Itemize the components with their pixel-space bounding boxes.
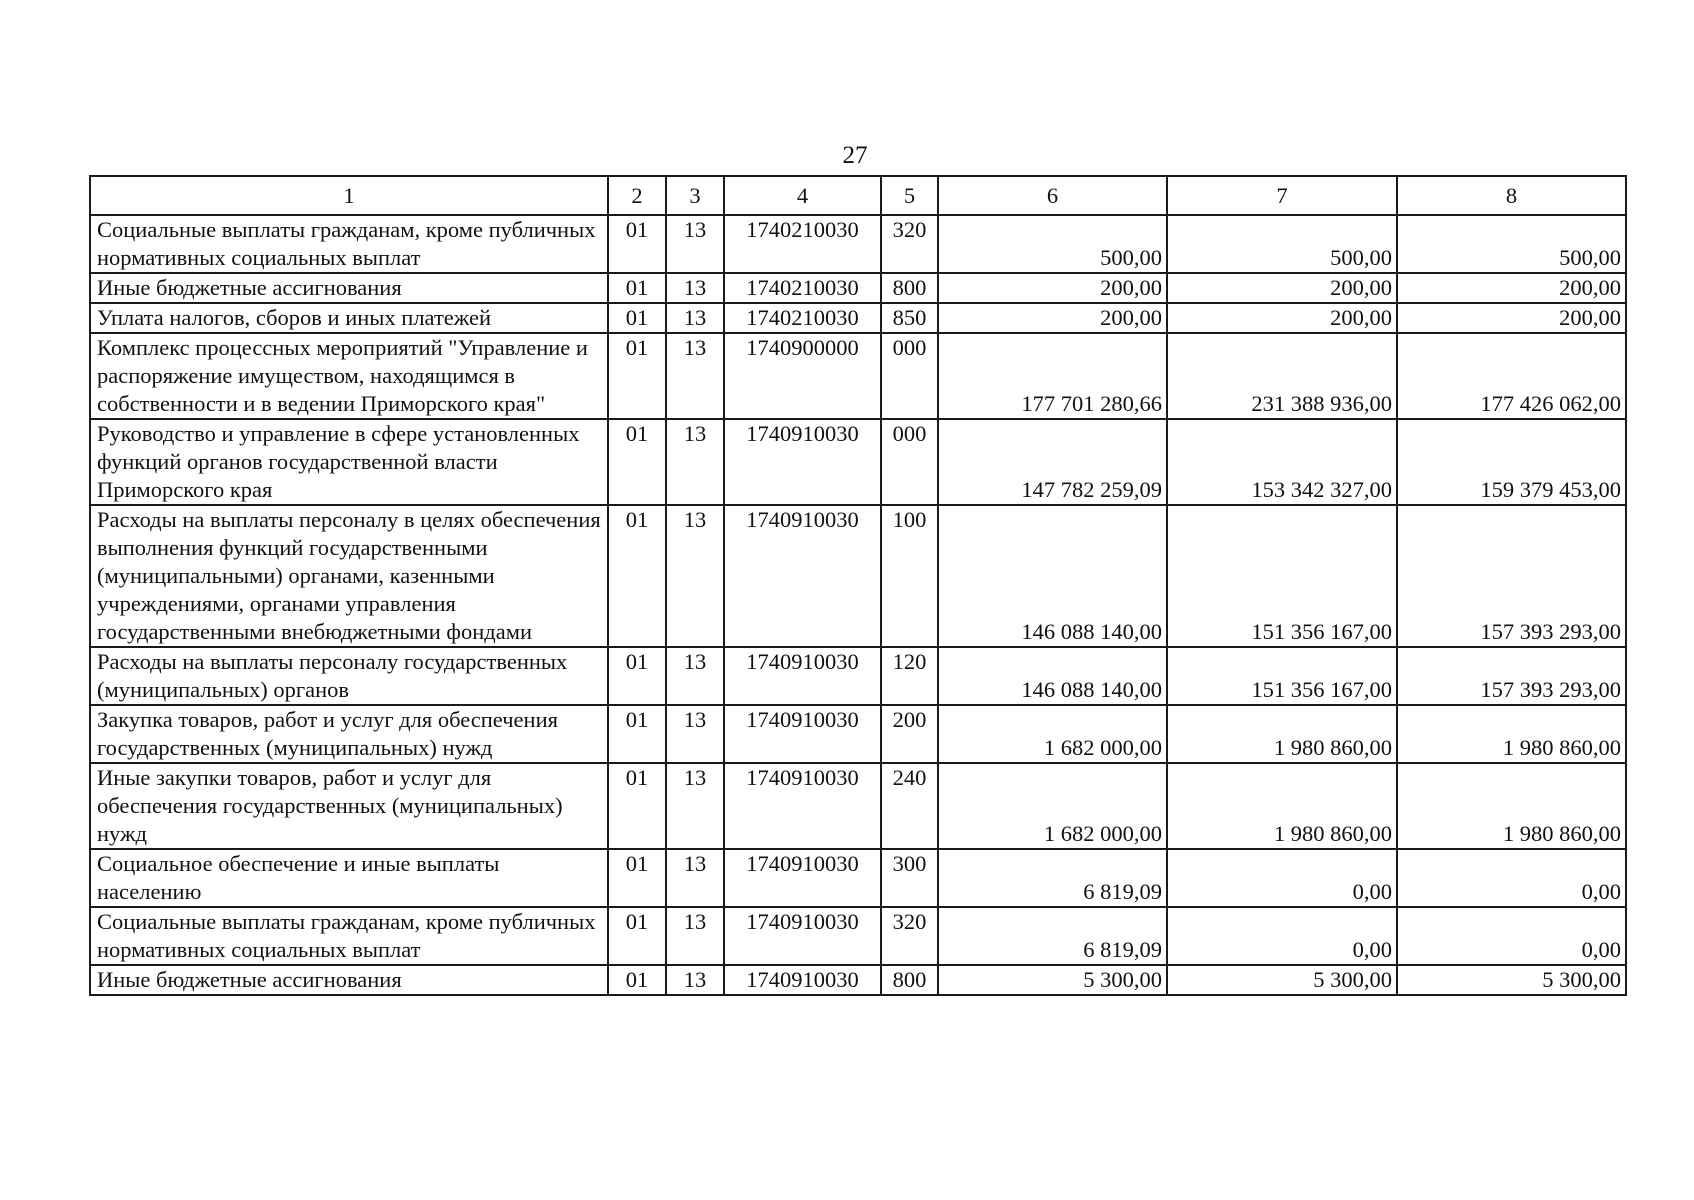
expense-name: Иные закупки товаров, работ и услуг для обеспечения государственных (муниципальных) нужд bbox=[90, 763, 608, 849]
target-code: 1740910030 bbox=[724, 965, 881, 995]
expense-type-code: 240 bbox=[881, 763, 938, 849]
amount-col-7: 500,00 bbox=[1167, 215, 1397, 273]
target-code: 1740210030 bbox=[724, 215, 881, 273]
subsection-code: 13 bbox=[666, 965, 724, 995]
expense-type-code: 100 bbox=[881, 505, 938, 647]
column-header: 2 bbox=[608, 176, 666, 215]
column-header: 6 bbox=[938, 176, 1167, 215]
section-code: 01 bbox=[608, 647, 666, 705]
table-row bbox=[90, 907, 1626, 965]
table-row bbox=[90, 647, 1626, 705]
table-row bbox=[90, 303, 1626, 333]
subsection-code: 13 bbox=[666, 763, 724, 849]
section-code: 01 bbox=[608, 505, 666, 647]
amount-col-7: 200,00 bbox=[1167, 273, 1397, 303]
target-code: 1740910030 bbox=[724, 907, 881, 965]
amount-col-6: 177 701 280,66 bbox=[938, 333, 1167, 419]
target-code: 1740210030 bbox=[724, 303, 881, 333]
amount-col-7: 231 388 936,00 bbox=[1167, 333, 1397, 419]
amount-col-7: 153 342 327,00 bbox=[1167, 419, 1397, 505]
table-row bbox=[90, 505, 1626, 647]
amount-col-7: 151 356 167,00 bbox=[1167, 505, 1397, 647]
amount-col-8: 200,00 bbox=[1397, 273, 1626, 303]
expense-name: Социальные выплаты гражданам, кроме публичных нормативных социальных выплат bbox=[90, 907, 608, 965]
column-header: 5 bbox=[881, 176, 938, 215]
target-code: 1740910030 bbox=[724, 419, 881, 505]
section-code: 01 bbox=[608, 907, 666, 965]
table-row bbox=[90, 419, 1626, 505]
amount-col-6: 146 088 140,00 bbox=[938, 647, 1167, 705]
target-code: 1740210030 bbox=[724, 273, 881, 303]
amount-col-6: 200,00 bbox=[938, 273, 1167, 303]
section-code: 01 bbox=[608, 849, 666, 907]
expense-type-code: 200 bbox=[881, 705, 938, 763]
amount-col-6: 1 682 000,00 bbox=[938, 705, 1167, 763]
expense-name: Социальные выплаты гражданам, кроме публичных нормативных социальных выплат bbox=[90, 215, 608, 273]
column-header: 4 bbox=[724, 176, 881, 215]
target-code: 1740900000 bbox=[724, 333, 881, 419]
amount-col-7: 0,00 bbox=[1167, 907, 1397, 965]
expense-name: Расходы на выплаты персоналу в целях обеспечения выполнения функций государственными (муниципальными) органами, казенными учреждениями, органами управления государственными внебюджетными фондами bbox=[90, 505, 608, 647]
amount-col-7: 0,00 bbox=[1167, 849, 1397, 907]
table-row bbox=[90, 965, 1626, 995]
section-code: 01 bbox=[608, 273, 666, 303]
table-row bbox=[90, 273, 1626, 303]
section-code: 01 bbox=[608, 333, 666, 419]
amount-col-6: 147 782 259,09 bbox=[938, 419, 1167, 505]
expense-type-code: 850 bbox=[881, 303, 938, 333]
amount-col-6: 6 819,09 bbox=[938, 849, 1167, 907]
section-code: 01 bbox=[608, 419, 666, 505]
expense-name: Комплекс процессных мероприятий "Управление и распоряжение имуществом, находящимся в собственности и в ведении Приморского края" bbox=[90, 333, 608, 419]
amount-col-8: 1 980 860,00 bbox=[1397, 763, 1626, 849]
section-code: 01 bbox=[608, 763, 666, 849]
amount-col-8: 500,00 bbox=[1397, 215, 1626, 273]
amount-col-8: 1 980 860,00 bbox=[1397, 705, 1626, 763]
expense-type-code: 800 bbox=[881, 273, 938, 303]
subsection-code: 13 bbox=[666, 215, 724, 273]
section-code: 01 bbox=[608, 965, 666, 995]
column-header: 7 bbox=[1167, 176, 1397, 215]
expense-name: Руководство и управление в сфере установленных функций органов государственной власти Приморского края bbox=[90, 419, 608, 505]
page-number: 27 bbox=[842, 142, 868, 169]
expense-type-code: 300 bbox=[881, 849, 938, 907]
amount-col-7: 200,00 bbox=[1167, 303, 1397, 333]
amount-col-7: 5 300,00 bbox=[1167, 965, 1397, 995]
subsection-code: 13 bbox=[666, 419, 724, 505]
section-code: 01 bbox=[608, 215, 666, 273]
expense-type-code: 800 bbox=[881, 965, 938, 995]
amount-col-7: 1 980 860,00 bbox=[1167, 705, 1397, 763]
amount-col-8: 0,00 bbox=[1397, 907, 1626, 965]
expense-type-code: 320 bbox=[881, 907, 938, 965]
target-code: 1740910030 bbox=[724, 505, 881, 647]
expense-type-code: 000 bbox=[881, 333, 938, 419]
expense-name: Уплата налогов, сборов и иных платежей bbox=[90, 303, 608, 333]
expense-name: Закупка товаров, работ и услуг для обеспечения государственных (муниципальных) нужд bbox=[90, 705, 608, 763]
target-code: 1740910030 bbox=[724, 705, 881, 763]
subsection-code: 13 bbox=[666, 333, 724, 419]
section-code: 01 bbox=[608, 303, 666, 333]
target-code: 1740910030 bbox=[724, 647, 881, 705]
amount-col-6: 200,00 bbox=[938, 303, 1167, 333]
expense-type-code: 320 bbox=[881, 215, 938, 273]
target-code: 1740910030 bbox=[724, 849, 881, 907]
subsection-code: 13 bbox=[666, 303, 724, 333]
amount-col-8: 5 300,00 bbox=[1397, 965, 1626, 995]
column-header: 1 bbox=[90, 176, 608, 215]
table-row bbox=[90, 215, 1626, 273]
subsection-code: 13 bbox=[666, 907, 724, 965]
amount-col-7: 151 356 167,00 bbox=[1167, 647, 1397, 705]
column-header: 3 bbox=[666, 176, 724, 215]
target-code: 1740910030 bbox=[724, 763, 881, 849]
table-row bbox=[90, 763, 1626, 849]
amount-col-8: 200,00 bbox=[1397, 303, 1626, 333]
budget-table bbox=[89, 175, 1627, 996]
expense-type-code: 000 bbox=[881, 419, 938, 505]
subsection-code: 13 bbox=[666, 705, 724, 763]
amount-col-8: 177 426 062,00 bbox=[1397, 333, 1626, 419]
subsection-code: 13 bbox=[666, 273, 724, 303]
subsection-code: 13 bbox=[666, 505, 724, 647]
amount-col-8: 0,00 bbox=[1397, 849, 1626, 907]
amount-col-8: 157 393 293,00 bbox=[1397, 647, 1626, 705]
amount-col-6: 6 819,09 bbox=[938, 907, 1167, 965]
column-header: 8 bbox=[1397, 176, 1626, 215]
amount-col-6: 1 682 000,00 bbox=[938, 763, 1167, 849]
header-row bbox=[90, 176, 1626, 215]
expense-name: Иные бюджетные ассигнования bbox=[90, 965, 608, 995]
amount-col-6: 5 300,00 bbox=[938, 965, 1167, 995]
subsection-code: 13 bbox=[666, 849, 724, 907]
expense-name: Расходы на выплаты персоналу государственных (муниципальных) органов bbox=[90, 647, 608, 705]
expense-name: Иные бюджетные ассигнования bbox=[90, 273, 608, 303]
amount-col-8: 157 393 293,00 bbox=[1397, 505, 1626, 647]
amount-col-7: 1 980 860,00 bbox=[1167, 763, 1397, 849]
amount-col-6: 146 088 140,00 bbox=[938, 505, 1167, 647]
amount-col-8: 159 379 453,00 bbox=[1397, 419, 1626, 505]
table-row bbox=[90, 705, 1626, 763]
expense-type-code: 120 bbox=[881, 647, 938, 705]
subsection-code: 13 bbox=[666, 647, 724, 705]
amount-col-6: 500,00 bbox=[938, 215, 1167, 273]
table-row bbox=[90, 333, 1626, 419]
expense-name: Социальное обеспечение и иные выплаты населению bbox=[90, 849, 608, 907]
table-row bbox=[90, 849, 1626, 907]
section-code: 01 bbox=[608, 705, 666, 763]
